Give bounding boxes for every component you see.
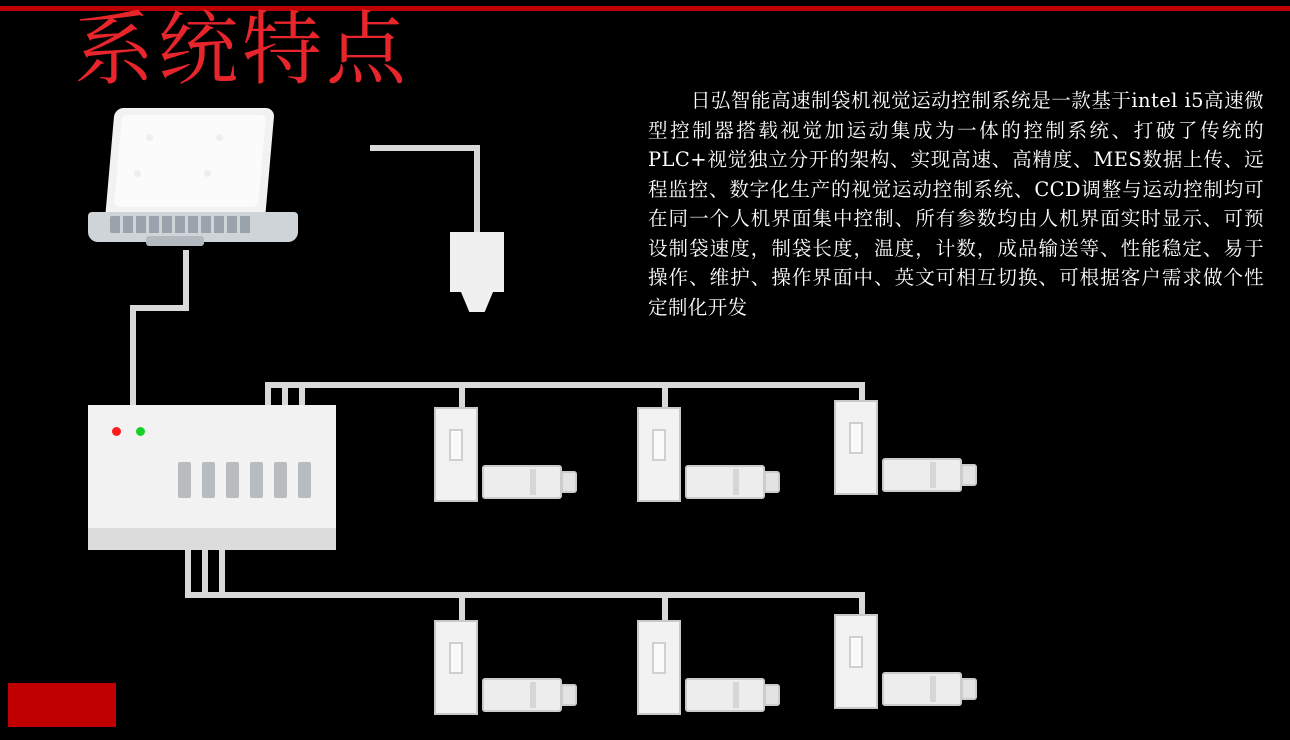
lens-tip xyxy=(764,471,780,493)
camera-window xyxy=(449,429,463,461)
camera-window xyxy=(849,636,863,668)
controller-port[interactable] xyxy=(178,462,191,498)
lens-tip xyxy=(561,471,577,493)
wire-adapter-drop xyxy=(474,145,480,237)
lens-focus-ring xyxy=(530,682,536,708)
camera-lens xyxy=(482,678,562,712)
page-title: 系统特点 xyxy=(74,3,410,96)
adapter-body xyxy=(450,232,504,292)
description-paragraph: 日弘智能高速制袋机视觉运动控制系统是一款基于intel i5高速微型控制器搭载视觉加运动集成为一体的控制系统、打破了传统的PLC+视觉独立分开的架构、实现高速、高精度、MES数据上传、远程监控、数字化生产的视觉运动控制系统、CCD调整与运动控制均可在同一个人机界面集中控制、所有参数均由人机界面实时显示、可预设制袋速度，制袋长度，温度，计数，成品输送等、性能稳定、易于操作、维护、操作界面中、英文可相互切换、可根据客户需求做个性定制化开发 xyxy=(648,89,1264,319)
wire-laptop-left xyxy=(130,305,189,311)
status-led-green-icon xyxy=(136,427,145,436)
controller-port[interactable] xyxy=(202,462,215,498)
camera-lens xyxy=(882,672,962,706)
lens-tip xyxy=(561,684,577,706)
ccd-camera[interactable] xyxy=(434,407,582,527)
camera-lens xyxy=(882,458,962,492)
wire-controller-feed xyxy=(130,305,136,413)
lens-focus-ring xyxy=(930,462,936,488)
lens-tip xyxy=(961,678,977,700)
adapter-module[interactable] xyxy=(450,232,504,312)
laptop-touchpad[interactable] xyxy=(146,236,204,246)
camera-lens xyxy=(685,465,765,499)
wire-laptop-down xyxy=(183,250,189,308)
controller-port[interactable] xyxy=(298,462,311,498)
screen-watermark-dot xyxy=(216,134,223,141)
lens-tip xyxy=(961,464,977,486)
ccd-camera[interactable] xyxy=(637,620,785,740)
lens-focus-ring xyxy=(930,676,936,702)
lens-focus-ring xyxy=(733,469,739,495)
controller-port[interactable] xyxy=(226,462,239,498)
camera-window xyxy=(449,642,463,674)
power-led-red-icon xyxy=(112,427,121,436)
bottom-accent-block xyxy=(8,683,116,727)
lens-focus-ring xyxy=(733,682,739,708)
controller-base-strip xyxy=(88,528,336,550)
camera-lens xyxy=(685,678,765,712)
screen-watermark-dot xyxy=(134,170,141,177)
wire-bus-top-rail xyxy=(265,382,865,388)
ccd-camera[interactable] xyxy=(637,407,785,527)
laptop-screen xyxy=(114,115,266,207)
adapter-connector xyxy=(461,292,493,312)
camera-window xyxy=(652,642,666,674)
screen-watermark-dot xyxy=(146,134,153,141)
lens-tip xyxy=(764,684,780,706)
laptop-computer[interactable] xyxy=(88,108,298,256)
controller-port[interactable] xyxy=(250,462,263,498)
ccd-camera[interactable] xyxy=(834,400,982,520)
ccd-camera[interactable] xyxy=(834,614,982,734)
lens-focus-ring xyxy=(530,469,536,495)
camera-window xyxy=(849,422,863,454)
camera-lens xyxy=(482,465,562,499)
controller-port[interactable] xyxy=(274,462,287,498)
motion-controller-box[interactable] xyxy=(88,405,336,550)
ccd-camera[interactable] xyxy=(434,620,582,740)
laptop-keyboard[interactable] xyxy=(110,216,252,233)
screen-watermark-dot xyxy=(204,170,211,177)
wire-bus-bottom-rail xyxy=(185,592,865,598)
camera-window xyxy=(652,429,666,461)
wire-laptop-to-adapter xyxy=(370,145,480,151)
